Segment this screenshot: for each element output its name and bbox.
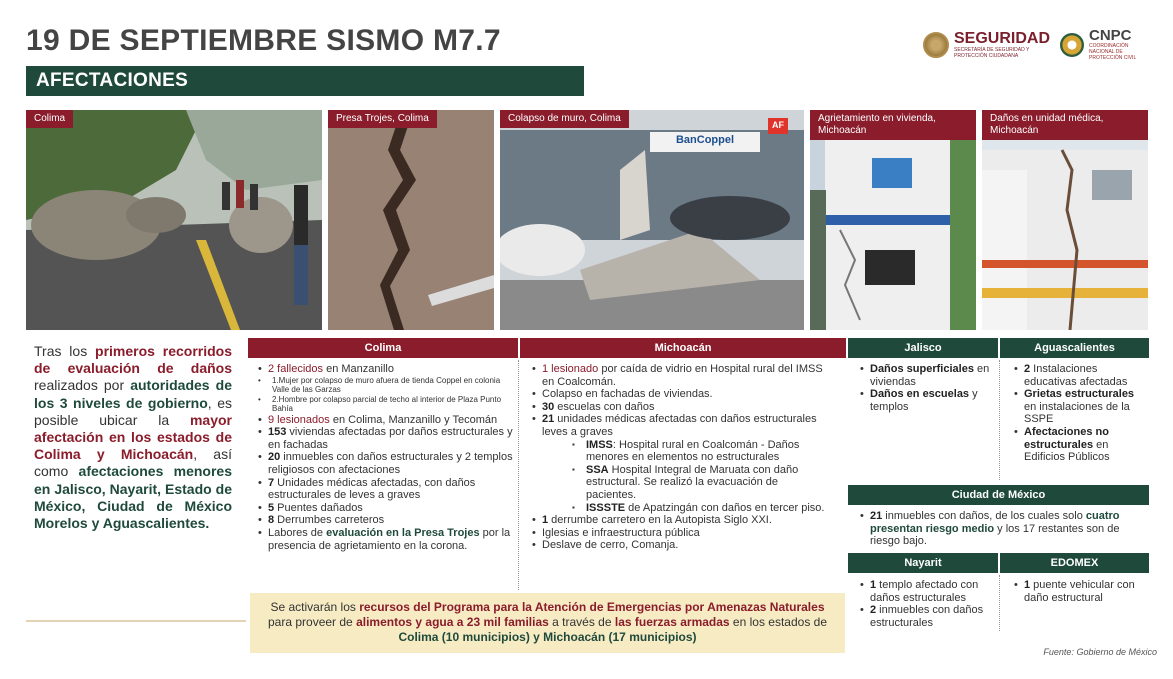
list-item: • 2 inmuebles con daños estructurales — [856, 604, 996, 629]
seal-icon — [923, 32, 949, 58]
photo-agrietamiento — [810, 110, 976, 330]
photo-presa-trojes — [328, 110, 494, 330]
nayarit-list — [856, 579, 996, 629]
intro-highlight: mayor afectación en los estados de Colima y Michoacán — [34, 411, 232, 463]
list-item: • 1 puente vehicular con daño estructural — [1010, 579, 1148, 604]
intro-paragraph — [34, 343, 232, 532]
list-item: • 8 Derrumbes carreteros — [254, 514, 514, 527]
nested-item: ▪ ISSSTE de Apatzingán con daños en tercer piso. — [572, 502, 828, 515]
list-item: • Labores de evaluación en la Presa Trojes por la presencia de agrietamiento en la corona. — [254, 527, 514, 552]
header-cdmx: Ciudad de México — [848, 485, 1149, 505]
intro-text: Tras los — [34, 343, 96, 359]
list-item: • Daños en escuelas y templos — [856, 388, 996, 413]
column-divider — [999, 360, 1000, 480]
seguridad-logo-name: SEGURIDAD — [953, 29, 1050, 47]
decorative-line — [26, 620, 246, 622]
list-item: • Grietas estructurales en instalaciones de la SSPE — [1010, 388, 1148, 426]
list-item: • 153 viviendas afectadas por daños estructurales y en fachadas — [254, 426, 514, 451]
edomex-list — [1010, 579, 1148, 604]
photo-caption: Colapso de muro, Colima — [500, 110, 629, 128]
header-michoacan: Michoacán — [520, 338, 846, 358]
list-item: • 1 derrumbe carretero en la Autopista Siglo XXI. — [528, 514, 828, 527]
photo-colapso-muro — [500, 110, 804, 330]
list-item: • Afectaciones no estructurales en Edificios Públicos — [1010, 426, 1148, 464]
crack-image — [328, 110, 494, 330]
list-item: • 7 Unidades médicas afectadas, con daños estructurales de leves a graves — [254, 477, 514, 502]
page-title: 19 DE SEPTIEMBRE SISMO M7.7 — [26, 24, 501, 57]
list-item: • Colapso en fachadas de viviendas. — [528, 388, 828, 401]
cnpc-logo-sub: COORDINACIÓN NACIONAL DE PROTECCIÓN CIVIL — [1089, 43, 1137, 61]
photo-caption: Presa Trojes, Colima — [328, 110, 437, 128]
aguascalientes-list — [1010, 363, 1148, 464]
intro-text: realizados por — [34, 377, 131, 394]
list-item: • 20 inmuebles con daños estructurales y 2 templos religiosos con afectaciones — [254, 451, 514, 476]
landslide-image — [26, 110, 322, 330]
intro-highlight: afectaciones menores en Jalisco, Nayarit, Estado de México, Ciudad de México Morelos y Aguascalientes. — [34, 463, 232, 532]
list-item: • 30 escuelas con daños — [528, 401, 828, 414]
photo-colima — [26, 110, 322, 330]
cnpc-logo — [1060, 28, 1149, 61]
cnpc-logo-name: CNPC — [1089, 27, 1132, 44]
intro-highlight: autoridades de los 3 niveles de gobierno — [34, 377, 232, 411]
list-item: • 21 inmuebles con daños, de los cuales solo cuatro presentan riesgo medio y los 17 restantes son de riesgo bajo. — [856, 510, 1146, 548]
header-colima: Colima — [248, 338, 518, 358]
intro-highlight: primeros recorridos de evaluación de daños — [34, 343, 232, 377]
header-jalisco: Jalisco — [848, 338, 998, 358]
media-badge: AF — [772, 120, 784, 130]
sub-item: • 1.Mujer por colapso de muro afuera de tienda Coppel en colonia Valle de las Garzas — [254, 376, 514, 395]
header-aguascalientes: Aguascalientes — [1000, 338, 1149, 358]
section-banner: AFECTACIONES — [26, 66, 584, 96]
list-item: • Daños superficiales en viviendas — [856, 363, 996, 388]
list-item: • 2 Instalaciones educativas afectadas — [1010, 363, 1148, 388]
cnpc-emblem-icon — [1060, 33, 1084, 57]
intro-text: , es posible ubicar la — [34, 394, 232, 428]
sub-item: • 2.Hombre por colapso parcial de techo al interior de Plaza Punto Bahía — [254, 395, 514, 414]
store-sign: BanCoppel — [675, 134, 735, 146]
nested-item: ▪ SSA Hospital Integral de Maruata con daño estructural. Se realizó la evacuación de pacientes. — [572, 464, 828, 502]
header-nayarit: Nayarit — [848, 553, 998, 573]
list-item: • 9 lesionados en Colima, Manzanillo y Tecomán — [254, 414, 514, 427]
list-item: • 1 templo afectado con daños estructurales — [856, 579, 996, 604]
source-note: Fuente: Gobierno de México — [1043, 647, 1157, 657]
colima-list — [254, 363, 514, 552]
list-item: • Iglesias e infraestructura pública — [528, 527, 828, 540]
list-item: • 1 lesionado por caída de vidrio en Hospital rural del IMSS en Coalcomán. — [528, 363, 828, 388]
logos — [923, 28, 1149, 61]
medical-unit-image — [982, 110, 1148, 330]
photo-caption: Colima — [26, 110, 73, 128]
photo-caption: Agrietamiento en vivienda, Michoacán — [810, 110, 976, 140]
seguridad-logo-sub: SECRETARÍA DE SEGURIDAD Y PROTECCIÓN CIUDADANA — [953, 46, 1030, 59]
header-edomex: EDOMEX — [1000, 553, 1149, 573]
list-item: • Deslave de cerro, Comanja. — [528, 539, 828, 552]
jalisco-list — [856, 363, 996, 413]
list-item: • 2 fallecidos en Manzanillo — [254, 363, 514, 376]
photo-unidad-medica — [982, 110, 1148, 330]
nested-item: ▪ IMSS: Hospital rural en Coalcomán - Daños menores en elementos no estructurales — [572, 439, 828, 464]
cracked-house-image — [810, 110, 976, 330]
seguridad-logo — [923, 31, 1050, 59]
column-divider — [518, 360, 519, 590]
michoacan-list — [528, 363, 828, 552]
notice-box: Se activarán los recursos del Programa para la Atención de Emergencias por Amenazas Naturales para proveer de alimentos y agua a 23 mil familias a través de las fuerzas armadas en los estados de Colima (10 municipios) y Michoacán (17 municipios) — [250, 593, 845, 653]
list-item: • 21 unidades médicas afectadas con daños estructurales leves a graves — [528, 413, 828, 438]
cdmx-list — [856, 510, 1146, 548]
photo-caption: Daños en unidad médica, Michoacán — [982, 110, 1148, 140]
column-divider — [999, 575, 1000, 631]
list-item: • 5 Puentes dañados — [254, 502, 514, 515]
intro-text: , así como — [34, 446, 232, 480]
